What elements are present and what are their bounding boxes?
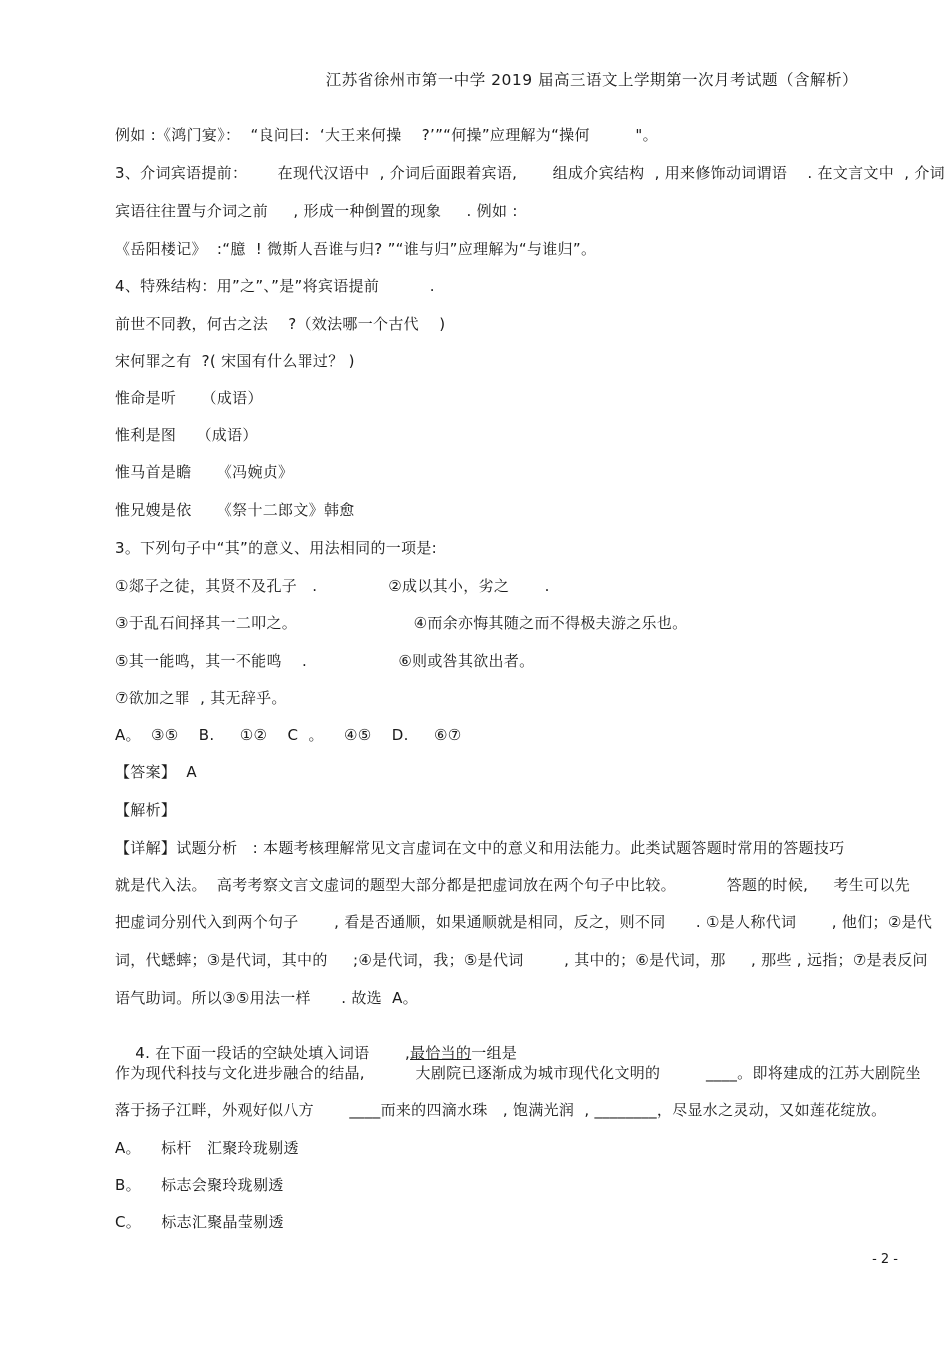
text-line: 4、特殊结构：用”之”、”是”将宾语提前 . bbox=[115, 277, 435, 295]
question-3-stem: 3。下列句子中“其”的意义、用法相同的一项是: bbox=[115, 539, 438, 557]
analysis-text: 【详解】试题分析 : 本题考核理解常见文言虚词在文中的意义和用法能力。此类试题答题时常用的答题技巧 bbox=[115, 839, 845, 857]
text-line: 惟马首是瞻 《冯婉贞》 bbox=[115, 463, 294, 481]
option-line: ①郯子之徒，其贤不及孔子 . ②成以其小，劣之 . bbox=[115, 577, 550, 595]
option-line: ③于乱石间择其一二叩之。 ④而余亦悔其随之而不得极夫游之乐也。 bbox=[115, 614, 688, 632]
option-b: B。 标志会聚玲珑剔透 bbox=[115, 1176, 284, 1194]
question-4-prefix: 4. 在下面一段话的空缺处填入词语 , bbox=[135, 1044, 411, 1062]
page-number: - 2 - bbox=[872, 1252, 898, 1267]
text-line: 例如 :《鸿门宴》： “良问曰: ‘大王来何操 ?’”“何操”应理解为“操何 "。 bbox=[115, 126, 658, 144]
option-line: ⑦欲加之罪 , 其无辞乎。 bbox=[115, 689, 287, 707]
analysis-text: 词，代蟋蟀；③是代词，其中的 ;④是代词，我；⑤是代词 , 其中的；⑥是代词，那 , 那些 , 远指；⑦是表反问 bbox=[115, 951, 928, 969]
answer-choices: A。 ③⑤ B. ①② C 。 ④⑤ D. ⑥⑦ bbox=[115, 726, 462, 744]
analysis-text: 语气助词。所以③⑤用法一样 . 故选 A。 bbox=[115, 989, 418, 1007]
text-line: 惟利是图 （成语） bbox=[115, 426, 258, 444]
text-line: 惟命是听 （成语） bbox=[115, 389, 263, 407]
option-c: C。 标志汇聚晶莹剔透 bbox=[115, 1213, 284, 1231]
text-line: 宾语往往置与介词之前 , 形成一种倒置的现象 . 例如 : bbox=[115, 202, 518, 220]
option-line: ⑤其一能鸣，其一不能鸣 . ⑥则或咎其欲出者。 bbox=[115, 652, 535, 670]
option-a: A。 标杆 汇聚玲珑剔透 bbox=[115, 1139, 299, 1157]
analysis-label: 【解析】 bbox=[115, 801, 177, 819]
question-4-emphasis: 最恰当的 bbox=[410, 1044, 472, 1062]
passage-text: 作为现代科技与文化进步融合的结晶, 大剧院已逐渐成为城市现代化文明的 ____。即将建成的江苏大剧院坐 bbox=[115, 1064, 921, 1082]
analysis-text: 就是代入法。 高考考察文言文虚词的题型大部分都是把虚词放在两个句子中比较。 答题的时候, 考生可以先 bbox=[115, 876, 911, 894]
text-line: 3、介词宾语提前： 在现代汉语中 , 介词后面跟着宾语, 组成介宾结构 , 用来修饰动词谓语 . 在文言文中 , 介词 bbox=[115, 164, 945, 182]
question-4-suffix: 一组是 bbox=[471, 1044, 518, 1062]
page-header-title: 江苏省徐州市第一中学 2019 届高三语文上学期第一次月考试题（含解析） bbox=[325, 71, 858, 89]
passage-text: 落于扬子江畔，外观好似八方 ____而来的四滴水珠 , 饱满光润 , ________，尽显水之灵动，又如莲花绽放。 bbox=[115, 1101, 887, 1119]
analysis-text: 把虚词分别代入到两个句子 , 看是否通顺，如果通顺就是相同，反之，则不同 . ①是人称代词 , 他们；②是代 bbox=[115, 913, 933, 931]
text-line: 宋何罪之有 ?( 宋国有什么罪过？ ) bbox=[115, 352, 355, 370]
text-line: 惟兄嫂是依 《祭十二郎文》韩愈 bbox=[115, 501, 355, 519]
text-line: 前世不同教，何古之法 ?（效法哪一个古代 ) bbox=[115, 315, 446, 333]
text-line: 《岳阳楼记》 :“臆 ! 微斯人吾谁与归? ”“谁与归”应理解为“与谁归”。 bbox=[115, 240, 597, 258]
answer-label: 【答案】 A bbox=[115, 763, 197, 781]
